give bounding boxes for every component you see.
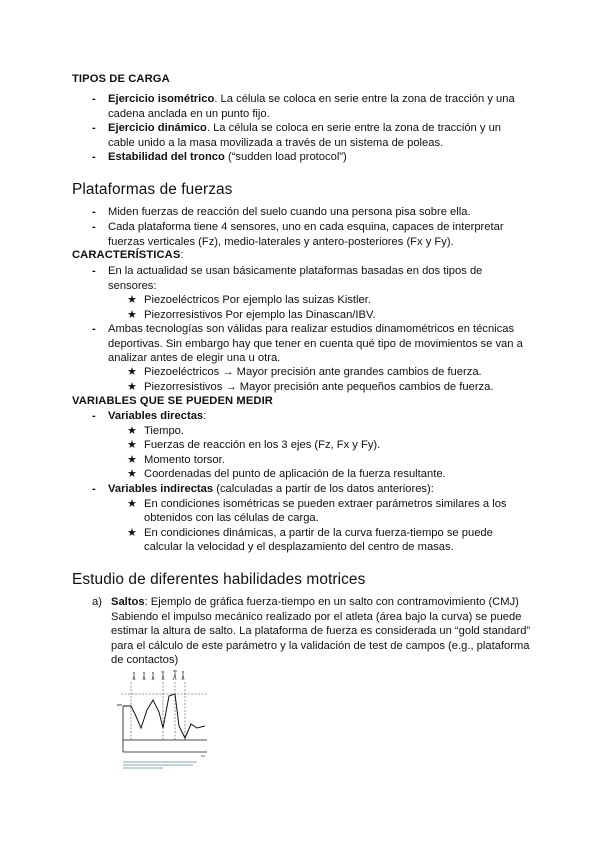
- estudio-line-5: de contactos): [111, 654, 179, 666]
- star-bullet-icon: ★: [127, 309, 137, 321]
- directa-item-4: Coordenadas del punto de aplicación de la fuerza resultante.: [144, 468, 446, 480]
- plataformas-item-2-line-1: Cada plataforma tiene 4 sensores, uno en cada esquina, capaces de interpretar: [108, 221, 504, 233]
- plataformas-heading: Plataformas de fuerzas: [72, 181, 233, 198]
- caract-item-2-line-3: analizar antes de elegir una u otra.: [108, 352, 281, 364]
- directa-item-3: Momento torsor.: [144, 454, 225, 466]
- bullet-dash: -: [92, 151, 96, 163]
- directa-item-1: Tiempo.: [144, 425, 184, 437]
- star-bullet-icon: ★: [127, 439, 137, 451]
- plataformas-item-1: Miden fuerzas de reacción del suelo cuando una persona pisa sobre ella.: [108, 206, 471, 218]
- estudio-line-2: Sabiendo el impulso mecánico realizado por el atleta (área bajo la curva) se puede: [111, 611, 522, 623]
- caract-sub1-item-2: Piezorresistivos Por ejemplo las Dinascan/IBV.: [144, 309, 376, 321]
- caract-item-2-line-2: deportivas. Sin embargo hay que tener en cuenta qué tipo de movimientos se van a: [108, 338, 523, 350]
- star-bullet-icon: ★: [127, 381, 137, 393]
- tipos-item-2-line-2: cable unido a la masa movilizada a través de un sistema de poleas.: [108, 137, 444, 149]
- variables-directas-label: Variables directas:: [108, 410, 207, 422]
- indirecta-item-2-line-2: calcular la velocidad y el desplazamiento del centro de masas.: [144, 541, 454, 553]
- tipos-item-1-line-1: Ejercicio isométrico. La célula se coloca en serie entre la zona de tracción y una: [108, 93, 515, 105]
- bullet-dash: -: [92, 221, 96, 233]
- star-bullet-icon: ★: [127, 527, 137, 539]
- tipos-item-2-line-1: Ejercicio dinámico. La célula se coloca en serie entre la zona de tracción y un: [108, 122, 502, 134]
- estudio-line-1: Saltos: Ejemplo de gráfica fuerza-tiempo en un salto con contramovimiento (CMJ): [111, 596, 519, 608]
- directa-item-2: Fuerzas de reacción en los 3 ejes (Fz, Fx y Fy).: [144, 439, 381, 451]
- star-bullet-icon: ★: [127, 454, 137, 466]
- star-bullet-icon: ★: [127, 425, 137, 437]
- estudio-item-letter: a): [92, 596, 102, 608]
- star-bullet-icon: ★: [127, 294, 137, 306]
- tipos-item-1-line-2: cadena anclada en un punto fijo.: [108, 108, 270, 120]
- bullet-dash: -: [92, 206, 96, 218]
- indirecta-item-1-line-2: obtenidos con las células de carga.: [144, 512, 319, 524]
- bullet-dash: -: [92, 122, 96, 134]
- caract-sub1-item-1: Piezoeléctricos Por ejemplo las suizas Kistler.: [144, 294, 371, 306]
- bullet-dash: -: [92, 410, 96, 422]
- variables-indirectas-label: Variables indirectas (calculadas a partir de los datos anteriores):: [108, 483, 434, 495]
- force-curve: [123, 694, 205, 738]
- star-bullet-icon: ★: [127, 468, 137, 480]
- star-bullet-icon: ★: [127, 366, 137, 378]
- caracteristicas-heading: CARACTERÍSTICAS:: [72, 249, 184, 261]
- caract-sub2-item-1: Piezoeléctricos → Mayor precisión ante grandes cambios de fuerza.: [144, 366, 482, 378]
- jump-phase-figures: [133, 670, 184, 680]
- bullet-dash: -: [92, 483, 96, 495]
- estudio-line-4: para el cálculo de este parámetro y la validación de test de campos (e.g., plataforma: [111, 640, 530, 652]
- estudio-heading: Estudio de diferentes habilidades motrices: [72, 571, 366, 588]
- caract-item-2-line-1: Ambas tecnologías son válidas para realizar estudios dinamométricos en técnicas: [108, 323, 515, 335]
- star-bullet-icon: ★: [127, 498, 137, 510]
- indirecta-item-1-line-1: En condiciones isométricas se pueden extraer parámetros similares a los: [144, 498, 507, 510]
- caract-item-1-line-2: sensores:: [108, 280, 157, 292]
- caract-item-1-line-1: En la actualidad se usan básicamente plataformas basadas en dos tipos de: [108, 265, 483, 277]
- variables-heading: VARIABLES QUE SE PUEDEN MEDIR: [72, 395, 273, 407]
- caract-sub2-item-2: Piezorresistivos → Mayor precisión ante pequeños cambios de fuerza.: [144, 381, 494, 393]
- tipos-carga-heading: TIPOS DE CARGA: [72, 73, 170, 85]
- estudio-line-3: estimar la altura de salto. La plataforma de fuerza es considerada un “gold standard”: [111, 625, 531, 637]
- bullet-dash: -: [92, 323, 96, 335]
- bullet-dash: -: [92, 93, 96, 105]
- indirecta-item-2-line-1: En condiciones dinámicas, a partir de la curva fuerza-tiempo se puede: [144, 527, 493, 539]
- plataformas-item-2-line-2: fuerzas verticales (Fz), medio-laterales y antero-posteriores (Fx y Fy).: [108, 236, 454, 248]
- tipos-item-3: Estabilidad del tronco (“sudden load protocol”): [108, 151, 347, 163]
- bullet-dash: -: [92, 265, 96, 277]
- cmj-force-time-figure: [117, 666, 209, 772]
